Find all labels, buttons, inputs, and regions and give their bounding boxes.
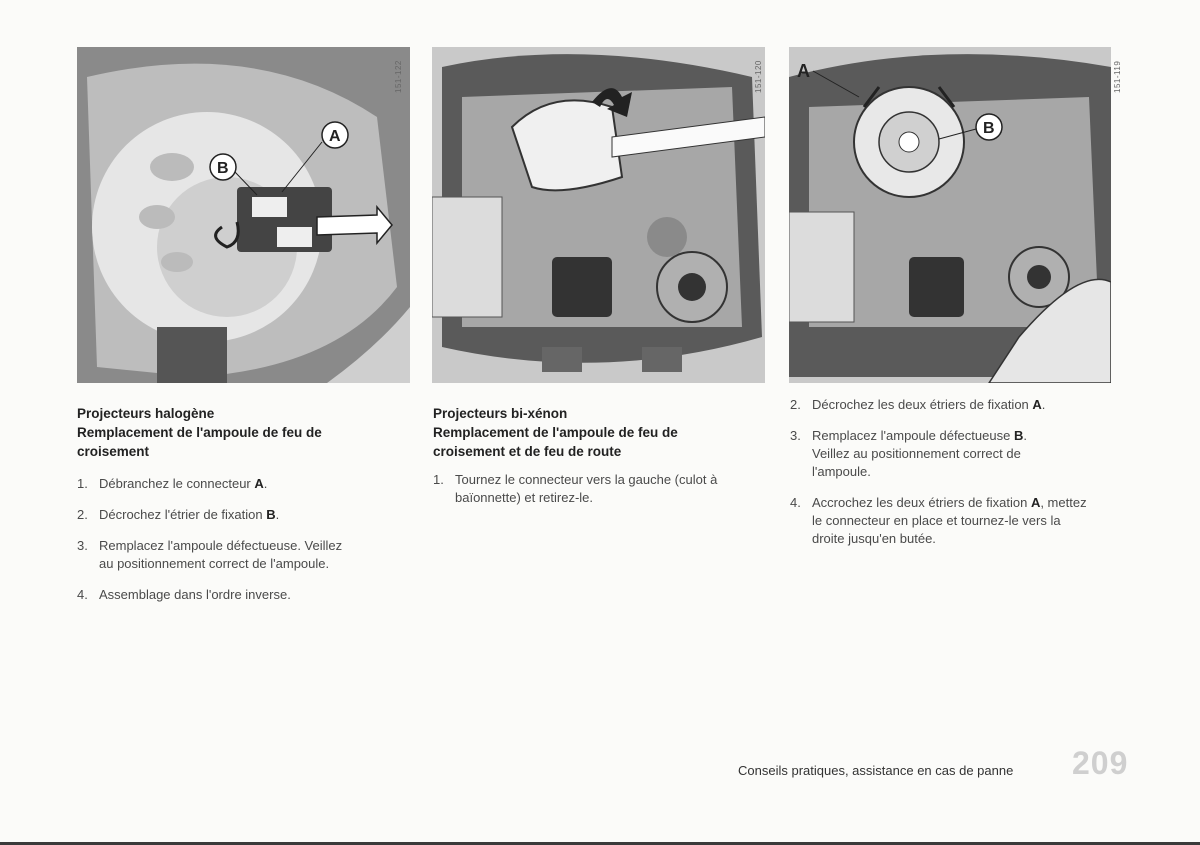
- step-text: Décrochez les deux étriers de fixation: [812, 397, 1033, 412]
- halogen-steps: [77, 475, 387, 604]
- figure-bixenon-bulb: [789, 47, 1111, 383]
- step-number: 3.: [790, 428, 801, 443]
- bixenon-headlight-illustration: [432, 47, 765, 383]
- step-text: Remplacez l'ampoule défectueuse. Veillez au positionnement correct de l'ampoule.: [99, 538, 343, 571]
- step-text: Décrochez l'étrier de fixation: [99, 507, 267, 522]
- step-ref: A: [254, 476, 264, 491]
- step-item: [77, 506, 387, 524]
- bixenon-bulb-illustration: [789, 47, 1111, 383]
- footer-chapter-title: Conseils pratiques, assistance en cas de panne: [738, 763, 1014, 778]
- step-text: Accrochez les deux étriers de fixation: [812, 495, 1031, 510]
- section-halogen-subtitle: Remplacement de l'ampoule de feu de croisement: [77, 425, 322, 459]
- callout-b: B: [983, 120, 995, 137]
- step-number: 1.: [433, 472, 444, 487]
- figure-halogen-connector: [77, 47, 410, 383]
- bixenon-steps-continued: [790, 396, 1100, 548]
- step-text-after: . Veillez au positionnement correct de l'ampoule.: [812, 428, 1027, 479]
- step-item: [77, 475, 387, 493]
- figure-bixenon-connector: [432, 47, 765, 383]
- step-text-after: .: [275, 507, 280, 522]
- step-item: [790, 396, 1100, 414]
- figure-id-1: 151-122: [394, 60, 403, 94]
- step-text: Tournez le connecteur vers la gauche (culot à baïonnette) et retirez-le.: [455, 472, 718, 505]
- figure-id-3: 151-119: [1113, 60, 1122, 94]
- callout-a: A: [797, 61, 810, 81]
- figure-id-2: 151-120: [754, 60, 763, 94]
- bixenon-steps: [433, 471, 768, 507]
- section-bixenon-title: Projecteurs bi-xénon: [433, 406, 568, 421]
- step-text: Remplacez l'ampoule défectueuse: [812, 428, 1014, 443]
- step-number: 2.: [790, 397, 801, 412]
- step-ref: B: [1013, 428, 1024, 443]
- step-text-after: .: [1041, 397, 1046, 412]
- step-item: [790, 494, 1100, 548]
- section-halogen: [77, 404, 387, 617]
- section-bixenon-subtitle: Remplacement de l'ampoule de feu de croisement et de feu de route: [433, 425, 678, 459]
- section-bixenon: [433, 404, 768, 520]
- section-halogen-title: Projecteurs halogène: [77, 406, 215, 421]
- callout-b: B: [217, 160, 229, 177]
- step-text-after: , mettez le connecteur en place et tournez-le vers la droite jusqu'en butée.: [812, 495, 1087, 546]
- step-item: [77, 537, 387, 573]
- step-text-after: .: [263, 476, 268, 491]
- step-item: [77, 586, 387, 604]
- step-number: 4.: [77, 587, 88, 602]
- step-text: Débranchez le connecteur: [99, 476, 255, 491]
- step-ref: B: [266, 507, 276, 522]
- callout-a: A: [329, 128, 341, 145]
- step-number: 3.: [77, 538, 88, 553]
- step-ref: A: [1030, 495, 1041, 510]
- step-item: [790, 427, 1100, 481]
- step-number: 2.: [77, 507, 88, 522]
- page-number: 209: [1072, 745, 1129, 781]
- halogen-headlight-illustration: [77, 47, 410, 383]
- step-number: 1.: [77, 476, 88, 491]
- section-bixenon-continued: [790, 392, 1100, 561]
- step-text: Assemblage dans l'ordre inverse.: [99, 587, 291, 602]
- step-item: [433, 471, 768, 507]
- step-number: 4.: [790, 495, 801, 510]
- step-ref: A: [1032, 397, 1042, 412]
